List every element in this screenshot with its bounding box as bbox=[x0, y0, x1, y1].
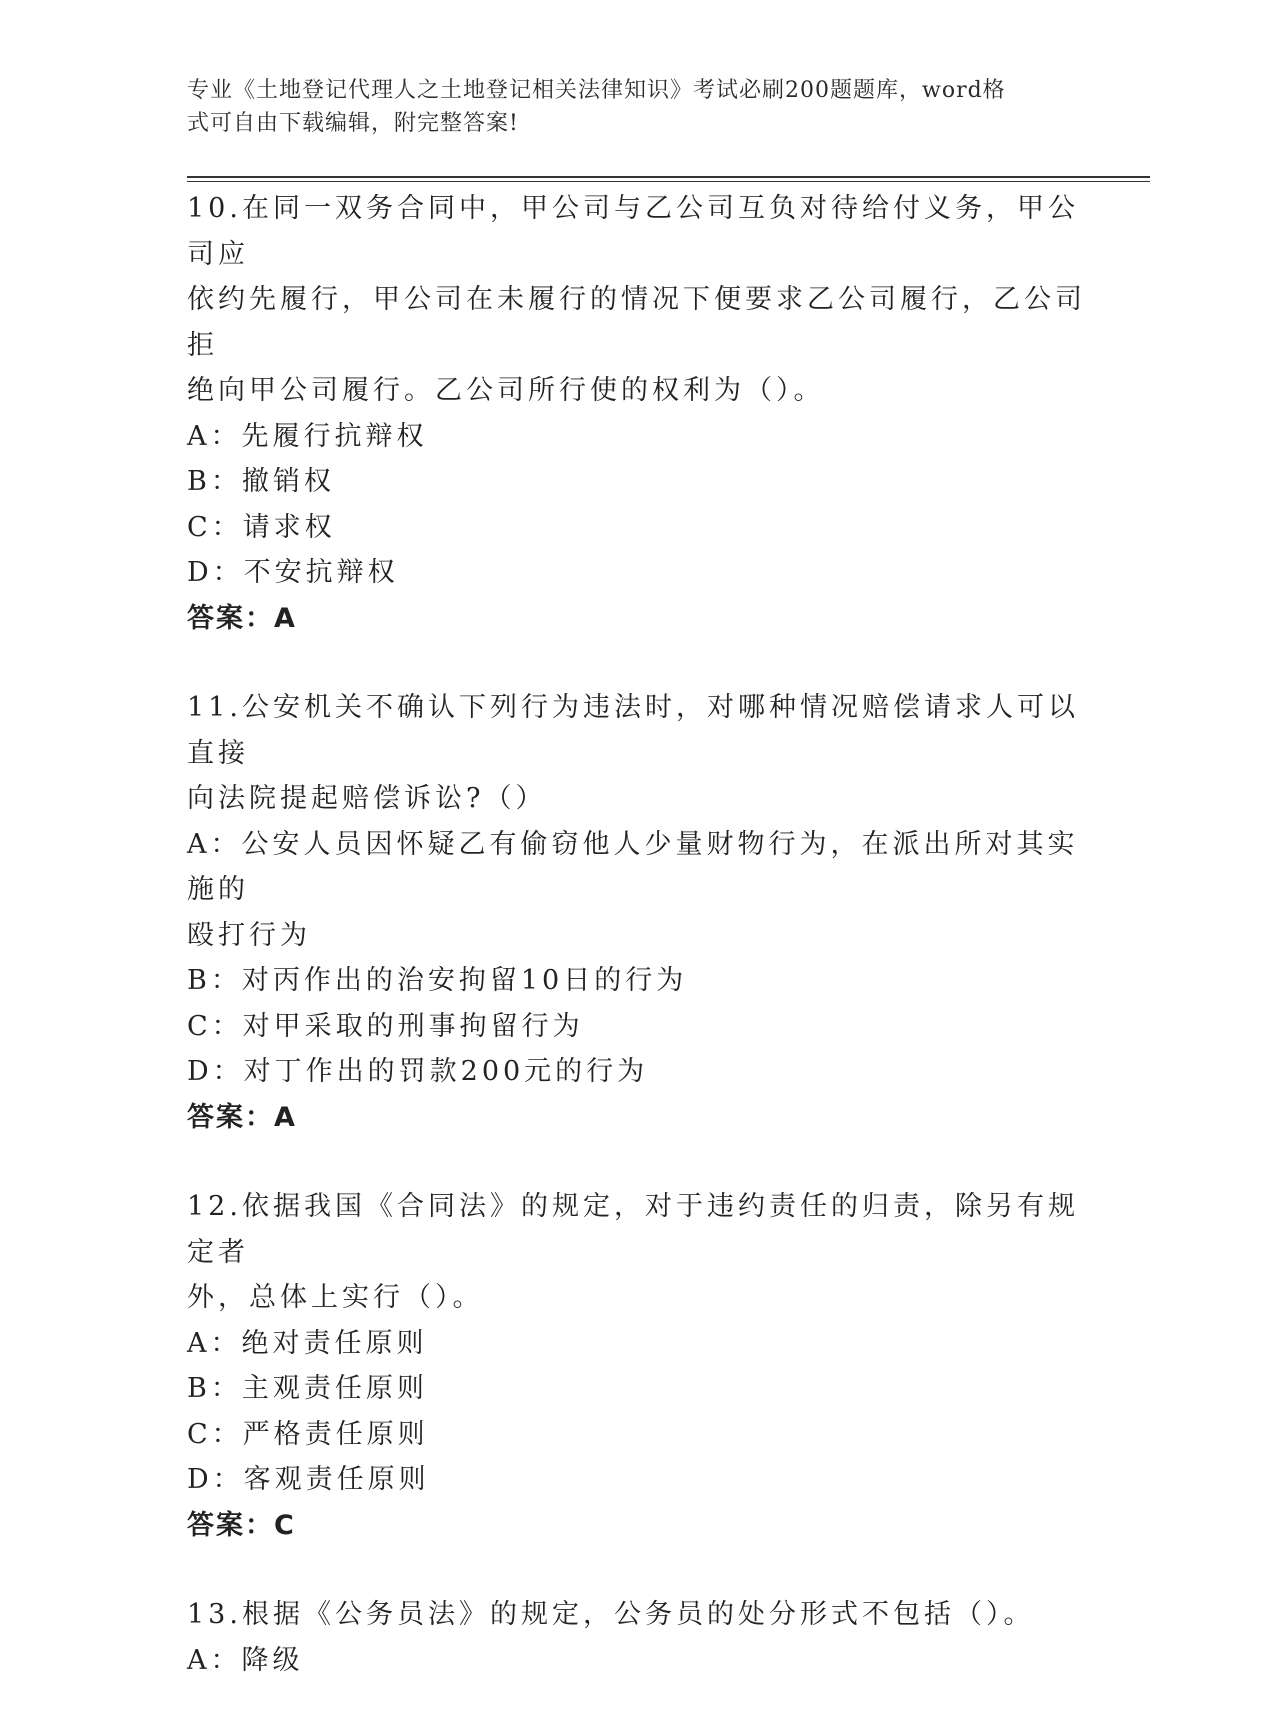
question-stem-line: 向法院提起赔偿诉讼?（） bbox=[187, 783, 547, 814]
option-line: C：请求权 bbox=[187, 511, 336, 543]
question-stem-line: 10.在同一双务合同中，甲公司与乙公司互负对待给付义务，甲公司应 bbox=[187, 193, 1079, 270]
header-divider-thick bbox=[187, 176, 1150, 178]
header-line-2: 式可自由下载编辑，附完整答案! bbox=[187, 111, 519, 136]
option-line: D：不安抗辩权 bbox=[187, 557, 399, 588]
question-block bbox=[187, 1184, 1087, 1548]
answer-label: 答案：A bbox=[187, 1101, 297, 1133]
answer-label: 答案：C bbox=[187, 1509, 296, 1541]
question-stem-line: 绝向甲公司履行。乙公司所行使的权利为（）。 bbox=[187, 375, 825, 406]
header-divider-thin bbox=[187, 181, 1150, 182]
option-line: A：绝对责任原则 bbox=[187, 1327, 428, 1359]
question-stem-line: 依约先履行，甲公司在未履行的情况下便要求乙公司履行，乙公司拒 bbox=[187, 284, 1086, 361]
question-stem-line: 外，总体上实行（）。 bbox=[187, 1282, 484, 1313]
question-stem-line: 11.公安机关不确认下列行为违法时，对哪种情况赔偿请求人可以直接 bbox=[187, 692, 1079, 769]
option-line: A：先履行抗辩权 bbox=[187, 420, 428, 452]
option-line: C：对甲采取的刑事拘留行为 bbox=[187, 1010, 584, 1042]
option-line: B：主观责任原则 bbox=[187, 1373, 428, 1404]
option-line: D：对丁作出的罚款200元的行为 bbox=[187, 1056, 649, 1087]
option-line: C：严格责任原则 bbox=[187, 1418, 429, 1450]
question-stem-line: 13.根据《公务员法》的规定，公务员的处分形式不包括（）。 bbox=[187, 1599, 1035, 1630]
option-line: A：公安人员因怀疑乙有偷窃他人少量财物行为，在派出所对其实施的 bbox=[187, 828, 1079, 905]
option-line: B：对丙作出的治安拘留10日的行为 bbox=[187, 965, 688, 996]
question-block bbox=[187, 186, 1087, 641]
question-list bbox=[187, 186, 1087, 1727]
question-block bbox=[187, 685, 1087, 1140]
question-block bbox=[187, 1592, 1087, 1683]
option-line: B：撤销权 bbox=[187, 466, 335, 497]
option-line: 殴打行为 bbox=[187, 919, 311, 951]
option-line: A：降级 bbox=[187, 1644, 304, 1676]
document-header bbox=[187, 74, 1067, 140]
answer-label: 答案：A bbox=[187, 602, 297, 634]
option-line: D：客观责任原则 bbox=[187, 1464, 430, 1495]
header-line-1: 专业《土地登记代理人之土地登记相关法律知识》考试必刷200题题库，word格 bbox=[187, 78, 1006, 103]
question-stem-line: 12.依据我国《合同法》的规定，对于违约责任的归责，除另有规定者 bbox=[187, 1191, 1079, 1268]
